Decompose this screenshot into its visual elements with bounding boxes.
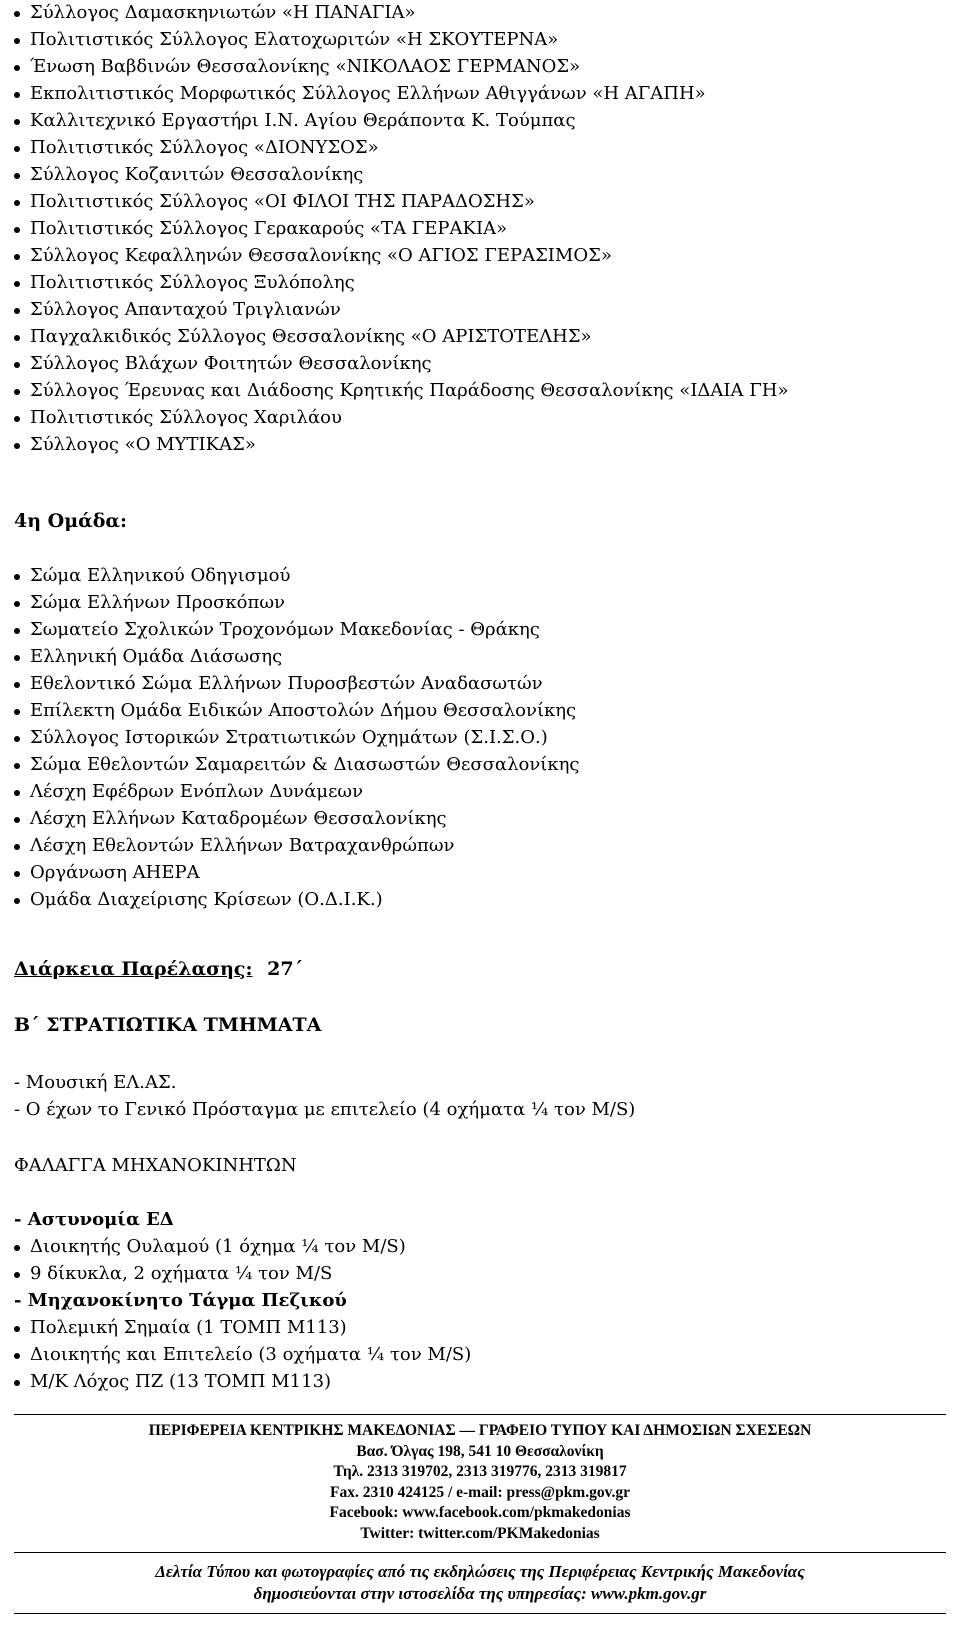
list-item: Σώμα Ελλήνων Προσκόπων (12, 589, 579, 616)
list-item: Πολιτιστικός Σύλλογος Χαριλάου (12, 404, 788, 431)
list-item: Σύλλογος «Ο ΜΥΤΙΚΑΣ» (12, 431, 788, 458)
command-line: - Ο έχων το Γενικό Πρόσταγμα με επιτελείο (4 οχήματα ¼ τον M/S) (14, 1099, 636, 1120)
list-item: Μ/Κ Λόχος ΠΖ (13 ΤΟΜΠ Μ113) (12, 1368, 471, 1395)
list-item: Εκπολιτιστικός Μορφωτικός Σύλλογος Ελλήνων Αθιγγάνων «Η ΑΓΑΠΗ» (12, 80, 788, 107)
list-item: Σύλλογος Κοζανιτών Θεσσαλονίκης (12, 161, 788, 188)
list-item: Λέσχη Εθελοντών Ελλήνων Βατραχανθρώπων (12, 832, 579, 859)
list-item: Σύλλογος Έρευνας και Διάδοσης Κρητικής Παράδοσης Θεσσαλονίκης «ΙΔΑΙΑ ΓΗ» (12, 377, 788, 404)
list-item: Παγχαλκιδικός Σύλλογος Θεσσαλονίκης «Ο ΑΡΙΣΤΟΤΕΛΗΣ» (12, 323, 788, 350)
footer-address: Βασ. Όλγας 198, 541 10 Θεσσαλονίκη (356, 1442, 604, 1460)
list-item: Σύλλογος Ιστορικών Στρατιωτικών Οχημάτων (Σ.Ι.Σ.Ο.) (12, 724, 579, 751)
list-item: Καλλιτεχνικό Εργαστήρι Ι.Ν. Αγίου Θεράποντα Κ. Τούμπας (12, 107, 788, 134)
police-list (0, 1233, 406, 1287)
list-item: Οργάνωση ΑΗΕΡΑ (12, 859, 579, 886)
infantry-list (0, 1314, 471, 1395)
press-office-footer (14, 1414, 946, 1614)
police-heading: Αστυνομία ΕΔ (27, 1209, 174, 1230)
duration-label: Διάρκεια Παρέλασης: (14, 958, 253, 980)
phalanx-heading: ΦΑΛΑΓΓΑ ΜΗΧΑΝΟΚΙΝΗΤΩΝ (14, 1155, 297, 1176)
list-item: Εθελοντικό Σώμα Ελλήνων Πυροσβεστών Αναδασωτών (12, 670, 579, 697)
list-item: Διοικητής Ουλαμού (1 όχημα ¼ τον M/S) (12, 1233, 406, 1260)
police-dash: - (14, 1209, 28, 1230)
list-item: Διοικητής και Επιτελείο (3 οχήματα ¼ τον M/S) (12, 1341, 471, 1368)
list-item: Σωματείο Σχολικών Τροχονόμων Μακεδονίας - Θράκης (12, 616, 579, 643)
volunteer-groups-list (0, 562, 579, 913)
list-item: Λέσχη Εφέδρων Ενόπλων Δυνάμεων (12, 778, 579, 805)
contact-block (14, 1415, 946, 1552)
list-item: Σύλλογος Βλάχων Φοιτητών Θεσσαλονίκης (12, 350, 788, 377)
list-item: Επίλεκτη Ομάδα Ειδικών Αποστολών Δήμου Θεσσαλονίκης (12, 697, 579, 724)
footer-note (14, 1553, 946, 1613)
infantry-dash: - (14, 1290, 28, 1311)
footer-note-line1: Δελτία Τύπου και φωτογραφίες από τις εκδηλώσεις της Περιφέρειας Κεντρικής Μακεδονίας (155, 1562, 805, 1581)
list-item: Πολιτιστικός Σύλλογος «ΟΙ ΦΙΛΟΙ ΤΗΣ ΠΑΡΑΔΟΣΗΣ» (12, 188, 788, 215)
list-item: Πολιτιστικός Σύλλογος Ελατοχωριτών «Η ΣΚΟΥΤΕΡΝΑ» (12, 26, 788, 53)
list-item: Πολεμική Σημαία (1 ΤΟΜΠ Μ113) (12, 1314, 471, 1341)
list-item: Ομάδα Διαχείρισης Κρίσεων (Ο.Δ.Ι.Κ.) (12, 886, 579, 913)
list-item: Πολιτιστικός Σύλλογος Ξυλόπολης (12, 269, 788, 296)
footer-fax-email: Fax. 2310 424125 / e-mail: press@pkm.gov.gr (329, 1483, 630, 1501)
list-item: Πολιτιστικός Σύλλογος Γερακαρούς «ΤΑ ΓΕΡΑΚΙΑ» (12, 215, 788, 242)
list-item: Σύλλογος Απανταχού Τριγλιανών (12, 296, 788, 323)
associations-list (0, 0, 788, 458)
section-b-heading: Β΄ ΣΤΡΑΤΙΩΤΙΚΑ ΤΜΗΜΑΤΑ (14, 1014, 322, 1036)
police-heading-line (0, 1206, 174, 1233)
footer-twitter: Twitter: twitter.com/PKMakedonias (360, 1524, 600, 1542)
duration-value: 27΄ (267, 958, 304, 980)
list-item: Πολιτιστικός Σύλλογος «ΔΙΟΝΥΣΟΣ» (12, 134, 788, 161)
footer-note-line2: δημοσιεύονται στην ιστοσελίδα της υπηρεσίας: www.pkm.gov.gr (253, 1584, 707, 1603)
list-item: Σώμα Εθελοντών Σαμαρειτών & Διασωστών Θεσσαλονίκης (12, 751, 579, 778)
footer-org: ΠΕΡΙΦΕΡΕΙΑ ΚΕΝΤΡΙΚΗΣ ΜΑΚΕΔΟΝΙΑΣ — ΓΡΑΦΕΙΟ ΤΥΠΟΥ ΚΑΙ ΔΗΜΟΣΙΩΝ ΣΧΕΣΕΩΝ (148, 1422, 812, 1439)
list-item: 9 δίκυκλα, 2 οχήματα ¼ τον M/S (12, 1260, 406, 1287)
music-line: - Μουσική ΕΛ.ΑΣ. (14, 1072, 177, 1093)
list-item: Ελληνική Ομάδα Διάσωσης (12, 643, 579, 670)
parade-duration (0, 958, 303, 980)
list-item: Σώμα Ελληνικού Οδηγισμού (12, 562, 579, 589)
list-item: Σύλλογος Κεφαλληνών Θεσσαλονίκης «Ο ΑΓΙΟΣ ΓΕΡΑΣΙΜΟΣ» (12, 242, 788, 269)
list-item: Σύλλογος Δαμασκηνιωτών «Η ΠΑΝΑΓΙΑ» (12, 0, 788, 26)
infantry-heading: Μηχανοκίνητο Τάγμα Πεζικού (27, 1290, 347, 1311)
list-item: Ένωση Βαβδινών Θεσσαλονίκης «ΝΙΚΟΛΑΟΣ ΓΕΡΜΑΝΟΣ» (12, 53, 788, 80)
footer-phone: Τηλ. 2313 319702, 2313 319776, 2313 319817 (333, 1463, 627, 1480)
list-item: Λέσχη Ελλήνων Καταδρομέων Θεσσαλονίκης (12, 805, 579, 832)
infantry-heading-line (0, 1287, 347, 1314)
group4-heading: 4η Ομάδα: (14, 510, 128, 532)
footer-facebook: Facebook: www.facebook.com/pkmakedonias (329, 1504, 631, 1521)
